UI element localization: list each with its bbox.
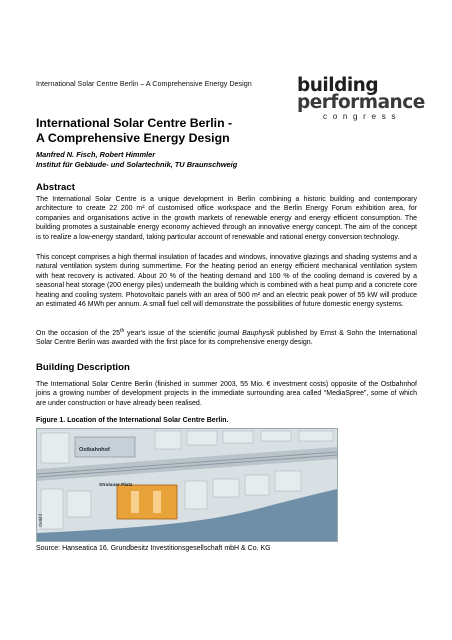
p3-text-a: On the occasion of the 25 bbox=[36, 330, 121, 337]
abstract-paragraph-3 bbox=[36, 329, 417, 348]
block-11 bbox=[245, 475, 269, 495]
block-1 bbox=[155, 431, 181, 449]
p3-superscript: th bbox=[120, 328, 125, 334]
solar-centre-courtyard-1 bbox=[131, 491, 139, 513]
running-header: International Solar Centre Berlin – A Comprehensive Energy Design bbox=[36, 79, 252, 88]
figure-caption: Figure 1. Location of the International Solar Centre Berlin. bbox=[36, 417, 229, 424]
title-line-1: International Solar Centre Berlin - bbox=[36, 116, 233, 130]
p3-text-c: published by Ernst & Sohn the International Solar Centre Berlin was awarded with the first place for its comprehensive energy design. bbox=[36, 330, 417, 347]
paper-title bbox=[36, 116, 416, 146]
title-line-2: A Comprehensive Energy Design bbox=[36, 131, 230, 145]
author-names: Manfred N. Fisch, Robert Himmler bbox=[36, 150, 156, 159]
congress-logo bbox=[297, 75, 425, 121]
label-square: Stralauer Platz bbox=[99, 483, 133, 488]
block-7 bbox=[41, 489, 63, 529]
abstract-heading: Abstract bbox=[36, 182, 75, 193]
author-block bbox=[36, 150, 416, 170]
block-3 bbox=[223, 431, 253, 443]
logo-word-building: building bbox=[297, 75, 379, 96]
location-map bbox=[36, 428, 338, 542]
block-2 bbox=[187, 431, 217, 445]
abstract-paragraph-1: The International Solar Centre is a unique development in Berlin combining a historic building and contemporary architecture to create 22 200 m² of customised office workspace and the Berlin Energy Forum exhibition area, for companies and organisations active in the growth markets of renewable energy and energy efficient consumption. The building promotes a sustainable energy economy achieved through an innovative energy concept. The aim of the concept is to realize a low-energy standard, taking particular account of renewable and rational energy conversion technology. bbox=[36, 196, 417, 241]
block-4 bbox=[261, 431, 291, 441]
block-8 bbox=[67, 491, 91, 517]
building-description-heading: Building Description bbox=[36, 362, 130, 373]
logo-word-congress: congress bbox=[323, 112, 402, 121]
p3-text-b: year's issue of the scientific journal bbox=[124, 330, 243, 337]
block-5 bbox=[299, 431, 333, 441]
abstract-paragraph-2: This concept comprises a high thermal insulation of facades and windows, innovative glazings and shading systems and a natural ventilation system during summertime. For the heating period an energy efficient mechanical ventilation system with heat recovery is activated. About 20 % of the heating demand and 100 % of the cooling demand is covered by a seasonal heat storage (200 energy piles) underneath the building which is combined with a heat pump and a concrete core heating and cooling system. Photovoltaic panels with an area of 500 m² and an electric peak power of 55 kW will produce an estimated 46 MWh per annum. A small fuel cell will demonstrate the possibilities of future domestic energy systems. bbox=[36, 254, 417, 309]
block-6 bbox=[41, 433, 69, 463]
building-paragraph-1: The International Solar Centre Berlin (finished in summer 2003, 55 Mio. € investment costs) opposite of the Ostbahnhof joins a growing number of development projects in the immediate surrounding area called “MediaSpree”, some of which are under construction or have already been realised. bbox=[36, 381, 417, 407]
journal-name: Bauphysik bbox=[242, 330, 275, 337]
solar-centre-courtyard-2 bbox=[153, 491, 161, 513]
block-9 bbox=[185, 481, 207, 509]
author-institute: Institut für Gebäude- und Solartechnik, TU Braunschweig bbox=[36, 160, 238, 169]
block-12 bbox=[275, 471, 301, 491]
logo-word-performance: performance bbox=[297, 92, 425, 113]
solar-centre-highlight bbox=[117, 485, 177, 519]
figure-source: Source: Hanseatica 16. Grundbesitz Investitionsgesellschaft mbH & Co. KG bbox=[36, 545, 271, 552]
block-10 bbox=[213, 479, 239, 497]
label-station: Ostbahnhof bbox=[79, 447, 110, 453]
label-side: Ostbhf bbox=[38, 514, 43, 527]
